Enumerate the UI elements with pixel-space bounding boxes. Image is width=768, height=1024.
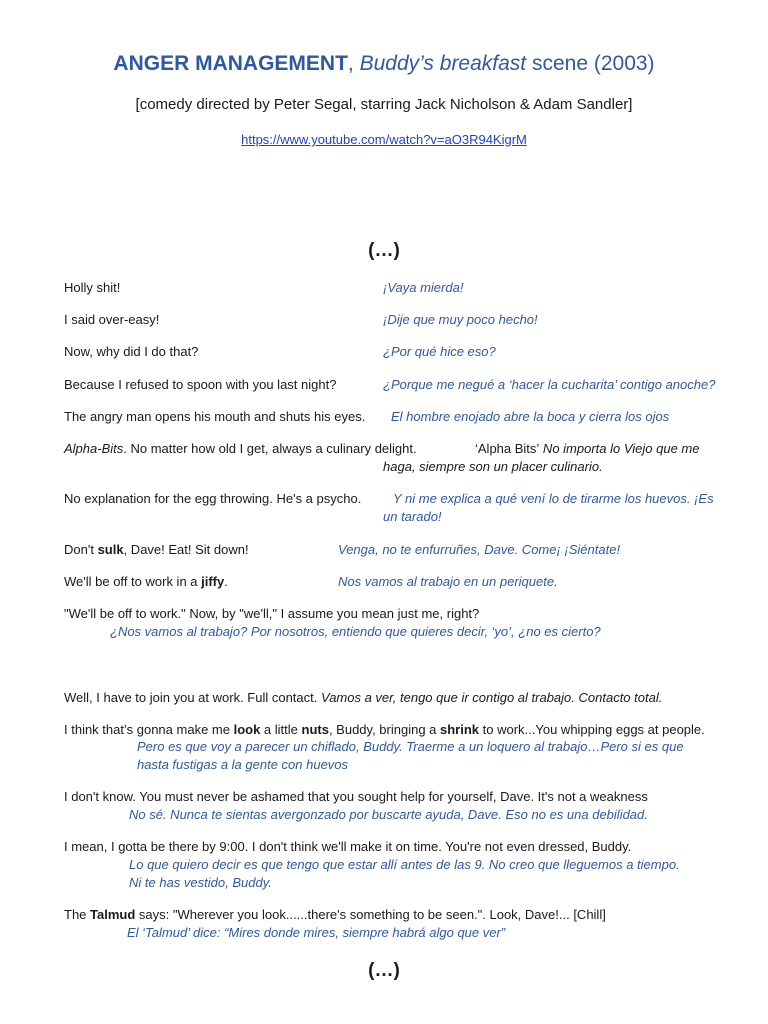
line-14-spanish-b: Ni te has vestido, Buddy. — [129, 875, 272, 890]
line-11 — [64, 690, 662, 705]
line-7-spanish-b: un tarado! — [383, 509, 442, 524]
line-6-spanish-b: haga, siempre son un placer culinario. — [383, 459, 603, 474]
line-8-english-pre: Don't — [64, 542, 98, 557]
line-10-spanish: ¿Nos vamos al trabajo? Por nosotros, entiendo que quieres decir, ‘yo’, ¿no es cierto? — [110, 624, 601, 639]
line-12-bold-3: shrink — [440, 722, 480, 737]
line-6-english — [64, 441, 417, 456]
line-6-spanish — [475, 441, 700, 456]
title-year: scene (2003) — [526, 52, 655, 75]
ellipsis-bottom: (…) — [368, 960, 400, 981]
title-scene: Buddy’s breakfast — [359, 52, 527, 75]
line-3-spanish: ¿Por qué hice eso? — [383, 344, 496, 359]
line-9-spanish: Nos vamos al trabajo en un periquete. — [338, 574, 558, 589]
line-11-english: Well, I have to join you at work. Full contact. — [64, 690, 318, 705]
line-12-part-3: , Buddy, bringing a — [328, 722, 441, 737]
line-1-spanish: ¡Vaya mierda! — [383, 280, 464, 295]
line-12-part-1: I think that’s gonna make me — [64, 722, 234, 737]
line-7-spanish-a: Y ni me explica a qué vení lo de tirarme los huevos. ¡Es — [393, 491, 714, 506]
line-6-spanish-a: No importa lo Viejo que me — [539, 441, 700, 456]
document-title — [0, 52, 768, 76]
line-14-spanish-a: Lo que quiero decir es que tengo que estar allí antes de las 9. No creo que lleguemos a tiempo. — [129, 857, 680, 872]
line-15-post: says: "Wherever you look......there's something to be seen.". Look, Dave!... [Chill] — [135, 907, 606, 922]
line-12-bold-1: look — [233, 722, 261, 737]
line-3-english: Now, why did I do that? — [64, 344, 199, 359]
line-15-english — [64, 907, 606, 922]
line-12-bold-2: nuts — [301, 722, 329, 737]
youtube-link[interactable]: https://www.youtube.com/watch?v=aO3R94KigrM — [241, 132, 527, 147]
ellipsis-top: (…) — [368, 240, 400, 261]
line-9-english-post: . — [224, 574, 228, 589]
line-5-spanish: El hombre enojado abre la boca y cierra los ojos — [391, 409, 670, 424]
line-8-spanish: Venga, no te enfurruñes, Dave. Come¡ ¡Siéntate! — [338, 542, 621, 557]
title-separator: , — [347, 52, 360, 75]
document-subtitle: [comedy directed by Peter Segal, starring Jack Nicholson & Adam Sandler] — [135, 96, 633, 113]
line-5-english: The angry man opens his mouth and shuts his eyes. — [64, 409, 366, 424]
line-8-english — [64, 542, 249, 557]
line-4-spanish: ¿Porque me negué a ‘hacer la cucharita’ contigo anoche? — [383, 377, 716, 392]
line-15-bold: Talmud — [90, 907, 136, 922]
line-11-spanish: Vamos a ver, tengo que ir contigo al trabajo. Contacto total. — [321, 690, 663, 705]
line-12-spanish-a: Pero es que voy a parecer un chiflado, Buddy. Traerme a un loquero al trabajo…Pero si es que — [137, 739, 684, 754]
line-8-english-post: , Dave! Eat! Sit down! — [123, 542, 249, 557]
line-14-english: I mean, I gotta be there by 9:00. I don't think we'll make it on time. You're not even dressed, Buddy. — [64, 839, 632, 854]
line-12-english — [64, 722, 705, 737]
line-1-english: Holly shit! — [64, 280, 121, 295]
line-2-spanish: ¡Dije que muy poco hecho! — [383, 312, 538, 327]
line-9-english — [64, 574, 228, 589]
line-6-spanish-brand: ‘Alpha Bits’ — [475, 441, 540, 456]
line-15-spanish: El ‘Talmud’ dice: “Mires donde mires, siempre habrá algo que ver” — [127, 925, 506, 940]
line-12-part-2: a little — [260, 722, 302, 737]
line-13-spanish: No sé. Nunca te sientas avergonzado por buscarte ayuda, Dave. Eso no es una debilidad. — [129, 807, 648, 822]
line-6-english-rest: . No matter how old I get, always a culinary delight. — [123, 441, 417, 456]
line-4-english: Because I refused to spoon with you last night? — [64, 377, 337, 392]
line-13-english: I don't know. You must never be ashamed that you sought help for yourself, Dave. It's not a weakness — [64, 789, 648, 804]
line-12-part-4: to work...You whipping eggs at people. — [479, 722, 705, 737]
line-2-english: I said over-easy! — [64, 312, 160, 327]
line-9-english-bold: jiffy — [201, 574, 225, 589]
line-15-pre: The — [64, 907, 91, 922]
line-12-spanish-b: hasta fustigas a la gente con huevos — [137, 757, 349, 772]
line-10-english: "We'll be off to work." Now, by "we'll," I assume you mean just me, right? — [64, 606, 480, 621]
line-6-english-italic: Alpha-Bits — [64, 441, 124, 456]
line-7-english: No explanation for the egg throwing. He's a psycho. — [64, 491, 362, 506]
line-8-english-bold: sulk — [97, 542, 124, 557]
line-9-english-pre: We'll be off to work in a — [64, 574, 202, 589]
title-movie: ANGER MANAGEMENT — [113, 52, 348, 75]
